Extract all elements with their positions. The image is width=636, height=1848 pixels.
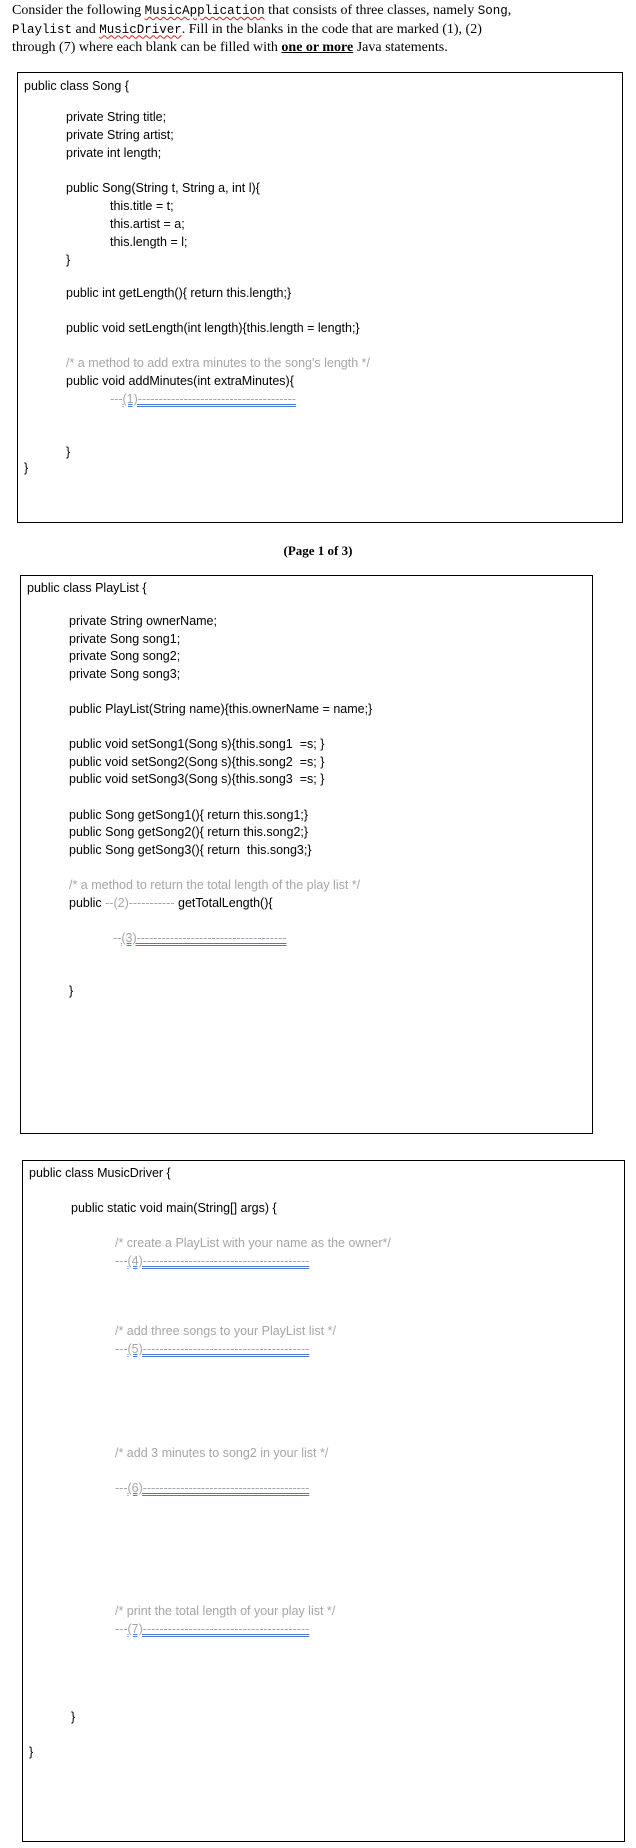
song-field-length: private int length;: [66, 146, 162, 160]
blank-4-line: (4)----------------------------------------: [127, 1254, 310, 1268]
song-field-artist: private String artist;: [66, 128, 174, 142]
blank-prefix: ---: [115, 1342, 128, 1356]
driver-class-header: public class MusicDriver {: [29, 1166, 171, 1180]
song-ctor-close: }: [66, 253, 71, 267]
playlist-class-box: [20, 575, 593, 1134]
music-driver-class-box: [22, 1160, 625, 1842]
driver-class-close: }: [29, 1745, 34, 1759]
playlist-getter: public Song getSong1(){ return this.song1;}: [69, 808, 309, 822]
class-name-music-driver: MusicDriver: [99, 22, 182, 37]
blank-5-line: (5)----------------------------------------: [127, 1342, 310, 1356]
driver-main-method: public static void main(String[] args) {: [71, 1201, 277, 1215]
song-add-minutes: public void addMinutes(int extraMinutes){: [66, 374, 294, 388]
song-ctor-line: this.title = t;: [110, 199, 174, 213]
intro-text: and: [72, 21, 100, 37]
playlist-field: private String ownerName;: [69, 614, 217, 628]
driver-comment-6: /* add 3 minutes to song2 in your list */: [115, 1446, 329, 1460]
blank-7: [115, 1622, 309, 1637]
song-ctor-line: this.artist = a;: [110, 217, 185, 231]
playlist-setter: public void setSong3(Song s){this.song3 =s; }: [69, 772, 325, 786]
playlist-getter: public Song getSong2(){ return this.song2;}: [69, 825, 309, 839]
song-comment: /* a method to add extra minutes to the song's length */: [66, 356, 370, 370]
blank-5: [115, 1342, 309, 1357]
driver-comment-4: /* create a PlayList with your name as the owner*/: [115, 1236, 391, 1250]
blank-7-line: (7)----------------------------------------: [127, 1622, 310, 1636]
blank-6-line: (6)----------------------------------------: [127, 1481, 310, 1495]
intro-text: that consists of three classes, namely: [264, 3, 478, 18]
driver-comment-5: /* add three songs to your PlayList list */: [115, 1324, 336, 1338]
playlist-constructor: public PlayList(String name){this.ownerName = name;}: [69, 702, 373, 716]
blank-3: [113, 931, 286, 946]
playlist-class-header: public class PlayList {: [27, 581, 147, 595]
method-name: getTotalLength(){: [174, 896, 273, 910]
intro-text: Java statements.: [353, 40, 448, 55]
emphasis-one-or-more: one or more: [281, 40, 354, 55]
playlist-setter: public void setSong1(Song s){this.song1 =s; }: [69, 737, 325, 751]
playlist-field: private Song song1;: [69, 632, 181, 646]
blank-prefix: ---: [115, 1622, 128, 1636]
playlist-field: private Song song2;: [69, 649, 181, 663]
playlist-setter: public void setSong2(Song s){this.song2 =s; }: [69, 755, 325, 769]
song-constructor: public Song(String t, String a, int l){: [66, 181, 260, 195]
blank-1: [110, 392, 296, 407]
intro-text: through (7) where each blank can be filled with: [12, 40, 282, 55]
blank-prefix: ---: [115, 1254, 128, 1268]
playlist-comment: /* a method to return the total length of the play list */: [69, 878, 361, 892]
blank-4: [115, 1254, 309, 1269]
song-class-box: [17, 72, 623, 523]
song-method-close: }: [66, 445, 71, 459]
intro-paragraph: [12, 2, 622, 57]
song-setter: public void setLength(int length){this.length = length;}: [66, 321, 360, 335]
intro-text: ,: [507, 3, 512, 18]
blank-2: --(2)-----------: [105, 896, 175, 910]
playlist-getter: public Song getSong3(){ return this.song3;}: [69, 843, 312, 857]
blank-prefix: --: [113, 931, 122, 945]
playlist-field: private Song song3;: [69, 667, 181, 681]
intro-text: Consider the following: [12, 3, 145, 18]
method-modifier: public: [69, 896, 106, 910]
class-name-music-application: MusicApplication: [144, 4, 265, 18]
song-class-close: }: [24, 461, 29, 475]
driver-main-close: }: [71, 1710, 76, 1724]
blank-1-line: (1)--------------------------------------: [122, 392, 296, 406]
class-name-playlist: Playlist: [12, 22, 73, 37]
song-field-title: private String title;: [66, 110, 167, 124]
blank-prefix: ---: [115, 1481, 128, 1495]
song-ctor-line: this.length = l;: [110, 235, 188, 249]
blank-6: [115, 1481, 309, 1496]
blank-3-line: (3)------------------------------------: [121, 931, 287, 945]
driver-comment-7: /* print the total length of your play list */: [115, 1604, 336, 1618]
song-class-header: public class Song {: [24, 79, 129, 93]
intro-text: . Fill in the blanks in the code that are marked (1), (2): [181, 21, 482, 37]
class-name-song: Song: [477, 4, 508, 18]
page-label: (Page 1 of 3): [283, 543, 353, 558]
playlist-method-close: }: [69, 984, 74, 998]
blank-prefix: ---: [110, 392, 123, 406]
song-getter: public int getLength(){ return this.length;}: [66, 286, 292, 300]
playlist-total-length: [69, 896, 273, 911]
